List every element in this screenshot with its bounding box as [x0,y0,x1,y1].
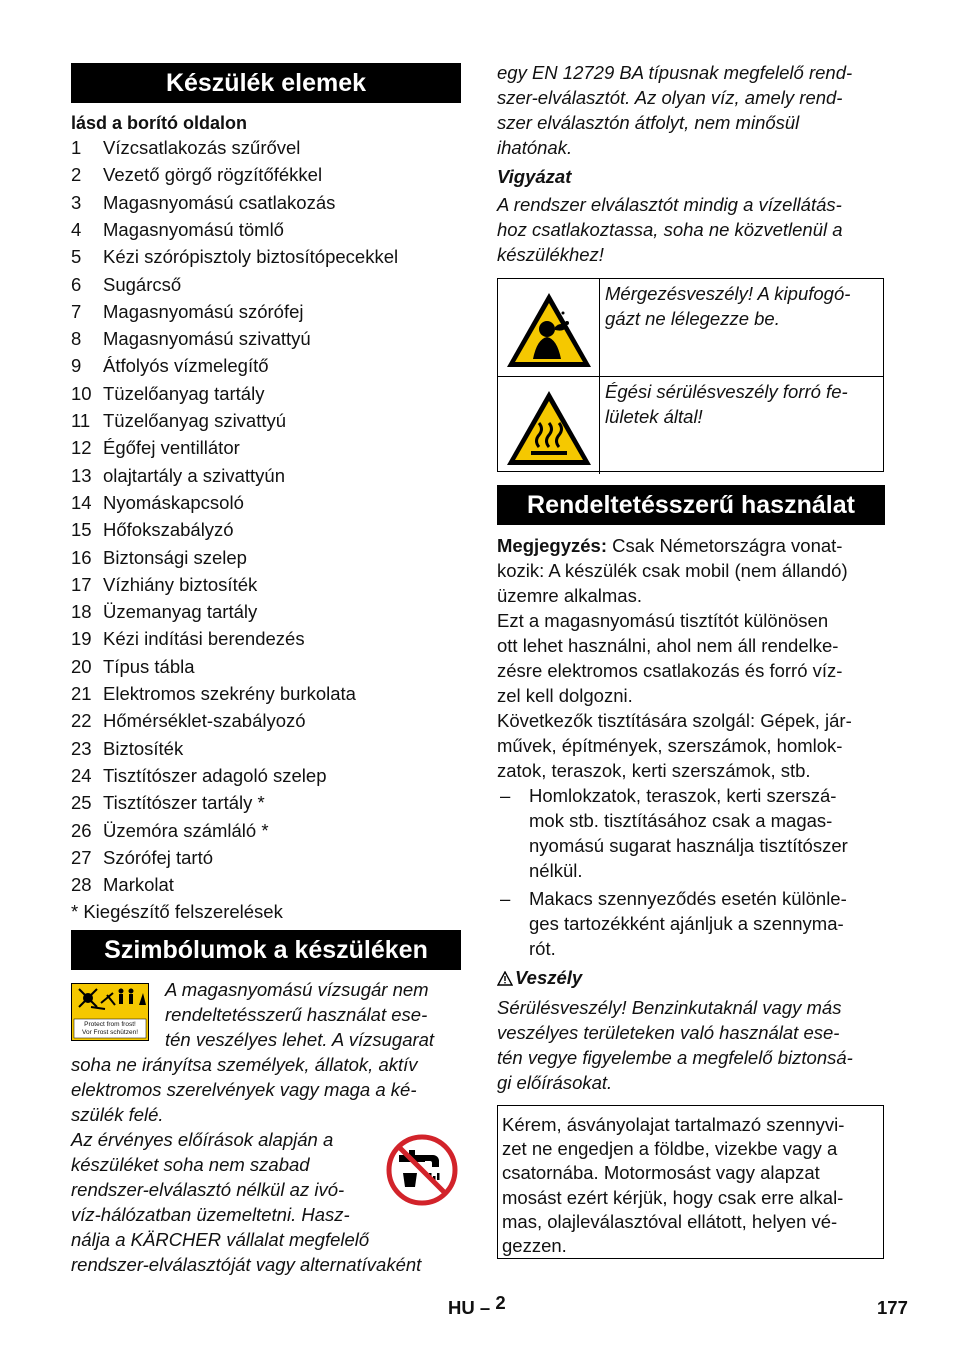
list-item [71,625,305,652]
list-item-label: Biztonsági szelep [103,546,247,568]
continuation-line: szer elválasztón átfolyt, nem minősül [497,112,800,133]
symbols-text-line: Az érvényes előírások alapján a [71,1129,334,1150]
list-item [71,707,306,734]
page-number: 177 [877,1297,908,1318]
list-item-label: olajtartály a szivattyún [103,464,286,486]
list-item-label: Égőfej ventillátor [103,437,240,459]
list-item-label: Üzemóra számláló * [103,819,269,841]
list-item-number: 16 [71,546,92,568]
environment-note-box [497,1105,884,1259]
environment-note-line: gezzen. [502,1235,567,1256]
environment-note-line: zet ne engedjen a földbe, vizekbe vagy a [502,1138,838,1160]
list-item-label: Magasnyomású csatlakozás [103,191,336,213]
danger-heading [497,965,582,992]
no-drinking-water-icon [385,1133,459,1207]
intended-use-line: ott lehet használni, ahol nem áll rendelke- [497,635,839,656]
bullet-text-line: ges tartozékként ajánljuk a szennyma- [529,913,844,934]
accessory-note: * Kiegészítő felszerelések [71,901,283,922]
intended-use-line: Következők tisztítására szolgál: Gépek, jár- [497,710,852,731]
bullet-text-line: mok stb. tisztításához csak a magas- [529,810,833,831]
intended-use-line: művek, építmények, szerszámok, homlok- [497,735,843,756]
list-item-label: Kézi indítási berendezés [103,628,305,650]
list-item-number: 25 [71,792,92,814]
list-item-label: Típus tábla [103,655,195,677]
list-item [71,462,285,489]
warning-row-toxic [498,279,883,376]
warning-triangle-icon [497,967,515,992]
footer-subpage: 2 [495,1292,506,1313]
list-item-label: Szórófej tartó [103,846,214,868]
list-item-number: 1 [71,137,82,158]
list-item-label: Hőmérséklet-szabályozó [103,710,306,732]
list-item-number: 11 [71,410,91,431]
list-item-label: Nyomáskapcsoló [103,491,244,513]
danger-line: gi előírásokat. [497,1072,613,1093]
list-item-label: Kézi szórópisztoly biztosítópecekkel [103,246,399,268]
list-item-number: 7 [71,300,82,322]
warning-text-line: lületek által! [605,406,703,427]
list-item-number: 26 [71,819,92,841]
list-item-number: 22 [71,710,92,732]
list-item-number: 9 [71,355,82,377]
symbols-text-line: rendszer-elválasztó nélkül az ivó- [71,1179,345,1200]
list-item-label: Tisztítószer adagoló szelep [103,764,327,786]
list-item-label: Vízcsatlakozás szűrővel [103,137,301,158]
device-safety-label-icon [71,983,149,1041]
list-item-label: Átfolyós vízmelegítő [103,355,269,377]
warning-text-line: Égési sérülésveszély forró fe- [605,381,848,402]
label-text-frost-en: Protect from frost! [84,1021,136,1028]
hot-surface-warning-icon [503,387,595,474]
list-item-label: Magasnyomású szórófej [103,300,304,322]
list-item-number: 2 [71,164,82,186]
list-item [71,325,311,352]
list-item-label: Tisztítószer tartály * [103,792,265,814]
list-item [71,189,335,216]
environment-note-line: csatornába. Motormosást vagy alapzat [502,1162,820,1184]
intended-use-line: zel kell dolgozni. [497,685,633,706]
note-line [497,533,842,558]
label-text-frost-de: Vor Frost schützen! [82,1029,138,1036]
list-item [71,298,304,325]
continuation-line: egy EN 12729 BA típusnak megfelelő rend- [497,62,853,83]
symbols-text-line: szülék felé. [71,1104,164,1125]
list-item-number: 27 [71,846,92,868]
intended-use-line: üzemre alkalmas. [497,585,642,606]
bullet-text-line: rót. [529,938,556,959]
warning-text-toxic [605,281,883,331]
list-item-number: 5 [71,246,82,268]
list-item-label: Markolat [103,874,174,896]
list-item [71,271,181,298]
list-item [71,762,326,789]
bullet-text-line: Homlokzatok, teraszok, kerti szerszá- [529,785,837,806]
list-item [71,243,398,270]
danger-line: tén vegye figyelembe a megfelelő biztonsá- [497,1047,853,1068]
list-item [71,489,244,516]
symbols-text-line: A magasnyomású vízsugár nem [165,979,429,1000]
symbols-text-line: soha ne irányítsa személyek, állatok, aktív [71,1054,418,1075]
list-item-number: 15 [71,519,92,541]
continuation-line: ihatónak. [497,137,573,158]
footer-lang: HU [448,1297,475,1318]
list-item-label: Biztosíték [103,737,184,759]
list-item-number: 13 [71,464,92,486]
list-item-number: 17 [71,573,92,595]
list-item [71,817,269,844]
symbols-text-line: rendszer-elválasztóját vagy alternatívaként [71,1254,422,1275]
list-item [71,380,264,407]
list-item-label: Üzemanyag tartály [103,601,258,623]
caution-line: hoz csatlakoztassa, soha ne közvetlenül a [497,219,843,240]
list-item [71,653,195,680]
list-item [71,216,284,243]
list-item-label: Vezető görgő rögzítőfékkel [103,164,323,186]
list-item-number: 18 [71,601,92,623]
list-item [71,544,247,571]
danger-title: Veszély [515,967,583,988]
see-cover-note: lásd a borító oldalon [71,113,248,133]
symbols-text-line: készüléket soha nem szabad [71,1154,310,1175]
list-item [71,871,174,898]
list-item-number: 28 [71,874,92,896]
list-item-label: Magasnyomású tömlő [103,218,284,240]
list-item-number: 23 [71,737,92,759]
warning-row-hot [498,376,883,474]
footer-dash: – [479,1297,491,1318]
list-item-label: Elektromos szekrény burkolata [103,683,356,704]
list-item-number: 4 [71,218,82,240]
list-item-number: 21 [71,683,92,704]
symbols-text-line: rendeltetésszerű használat ese- [165,1004,428,1025]
symbols-text-line: tén veszélyes lehet. A vízsugarat [165,1029,435,1050]
bullet-dash: – [500,785,511,806]
list-item-number: 14 [71,491,92,513]
caution-title: Vigyázat [497,166,572,187]
intended-use-line: zatok, teraszok, kerti szerszámok, stb. [497,760,811,781]
list-item [71,844,213,871]
list-item [71,434,240,461]
footer-language [448,1292,506,1319]
warning-text-hot [605,379,883,429]
list-item-number: 19 [71,628,92,650]
list-item-label: Sugárcső [103,273,182,295]
list-item-number: 24 [71,764,92,786]
list-item-label: Tüzelőanyag tartály [103,382,265,404]
bullet-dash: – [500,888,511,909]
symbols-text-line: elektromos szerelvények vagy maga a ké- [71,1079,417,1100]
warning-text-line: Mérgezésveszély! A kipufogó- [605,283,851,304]
list-item [71,407,286,434]
environment-note-line: Kérem, ásványolajat tartalmazó szennyvi- [502,1114,845,1135]
symbols-text-line: nálja a KÄRCHER vállalat megfelelő [71,1229,370,1250]
list-item [71,680,356,707]
section-title-device-elements: Készülék elemek [71,63,461,103]
symbols-text-line: víz-hálózatban üzemeltetni. Hasz- [71,1204,350,1225]
list-item [71,516,234,543]
list-item-number: 8 [71,328,82,350]
note-label: Megjegyzés: [497,535,608,556]
danger-line: Sérülésveszély! Benzinkutaknál vagy más [497,997,842,1018]
toxic-gas-warning-icon [503,289,595,376]
bullet-text-line: Makacs szennyeződés esetén különle- [529,888,847,909]
list-item [71,789,265,816]
bullet-text-line: nyomású sugarat használja tisztítószer [529,835,848,856]
list-item [71,598,257,625]
danger-line: veszélyes területeken való használat ese- [497,1022,840,1043]
list-item-number: 6 [71,273,82,295]
list-item-number: 20 [71,655,92,677]
list-item [71,571,257,598]
list-item [71,134,300,161]
list-item-label: Tüzelőanyag szivattyú [103,410,287,431]
list-item-label: Vízhiány biztosíték [103,573,258,595]
environment-note-line: mosást ezért kérjük, hogy csak erre alkal- [502,1186,844,1208]
warning-table [497,278,884,472]
section-title-intended-use: Rendeltetésszerű használat [497,485,885,525]
caution-line: A rendszer elválasztót mindig a vízellátás- [497,194,842,215]
list-item-number: 3 [71,191,82,213]
bullet-text-line: nélkül. [529,860,583,881]
list-item [71,352,269,379]
environment-note-line: mas, olajleválasztóval ellátott, helyen vé- [502,1210,838,1232]
list-item-number: 12 [71,437,92,459]
intended-use-line: kozik: A készülék csak mobil (nem állandó) [497,560,848,581]
list-item-label: Hőfokszabályzó [103,519,234,541]
list-item [71,735,183,762]
note-first: Csak Németországra vonat- [607,535,843,556]
intended-use-line: zésre elektromos csatlakozás és forró víz- [497,660,843,681]
list-item-label: Magasnyomású szivattyú [103,328,311,350]
warning-text-line: gázt ne lélegezze be. [605,308,780,329]
continuation-line: szer-elválasztót. Az olyan víz, amely rend- [497,87,843,108]
section-title-symbols: Szimbólumok a készüléken [71,930,461,970]
list-item [71,161,322,188]
caution-line: készülékhez! [497,244,604,265]
intended-use-line: Ezt a magasnyomású tisztítót különösen [497,610,829,631]
list-item-number: 10 [71,382,92,404]
